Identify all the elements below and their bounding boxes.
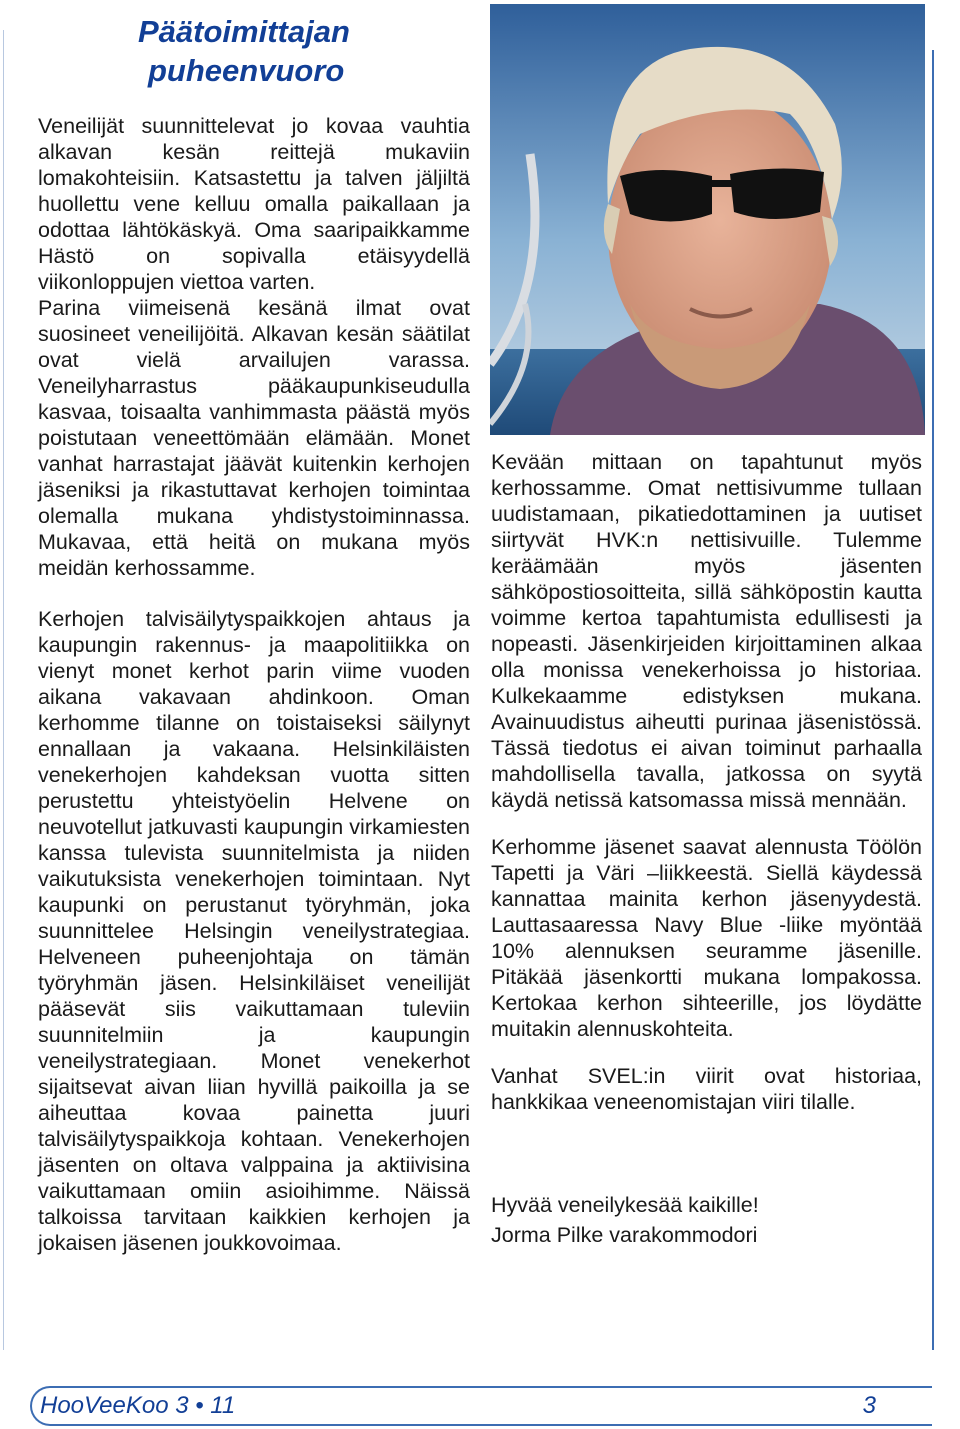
right-margin-rule — [932, 50, 934, 1350]
page-footer — [30, 1386, 932, 1426]
left-paragraph-3: Kerhojen talvisäilytyspaikkojen ahtaus ja kaupungin rakennus- ja maapolitiikka on vienyt monet kerhot parin viime vuoden aikana vakavaan ahdinkoon. Oman kerhomme tilanne on toistaiseksi säilynyt ennallaan ja vakaana. Helsinkiläisten venekerhojen kahdeksan vuotta sitten perustettu yhteistyöelin Helvene on neuvotellut jatkuvasti kaupungin virkamiesten kanssa tulevista suunnitelmista ja niiden vaikutuksista venekerhojen toimintaan. Nyt kaupunki on perustanut työryhmän, joka suunnittelee Helsingin veneilystrategiaa. Helveneen puheenjohtaja on tämän työryhmän jäsen. Helsinkiläiset veneilijät pääsevät siis vaikuttamaan tuleviin suunnitelmiin ja kaupungin veneilystrategiaan. Monet venekerhot sijaitsevat aivan liian hyvillä paikoilla ja se aiheuttaa kovaa painetta juuri talvisäilytyspaikkoja kohtaan. Venekerhojen jäsenten on oltava valppaina ja aktiivisina vaikuttamaan omiin asioihimme. Näissä talkoissa tarvitaan kaikkien kerhojen ja jokaisen jäsenen joukkovoimaa. — [38, 607, 470, 1255]
portrait-photo-icon — [490, 4, 925, 435]
right-paragraph-2: Kerhomme jäsenet saavat alennusta Töölön Tapetti ja Väri –liikkeestä. Siellä käydessä kannattaa mainita kerhon jäsenyydestä. Lauttasaaressa Navy Blue -liike myöntää 10% alennuksen seuramme jäsenille. Pitäkää jäsenkortti mukana lompakossa. Kertokaa kerhon sihteerille, jos löydätte muitakin alennuskohteita. — [491, 835, 922, 1041]
author-signature: Jorma Pilke varakommodori — [491, 1223, 758, 1247]
page-number: 3 — [862, 1392, 876, 1419]
closing-greeting: Hyvää veneilykesää kaikille! — [491, 1193, 759, 1217]
title-line-2: puheenvuoro — [148, 53, 345, 88]
page-title — [138, 12, 438, 90]
left-margin-rule — [3, 30, 4, 1350]
right-column — [491, 449, 922, 1250]
left-paragraph-2: Parina viimeisenä kesänä ilmat ovat suosineet veneilijöitä. Alkavan kesän säätilat ovat vielä arvailujen varassa. Veneilyharrastus pääkaupunkiseudulla kasvaa, toisaalta vanhimmasta päästä myös poistutaan veneettömään elämään. Monet vanhat harrastajat jäävät kuitenkin kerhojen jäseniksi ja rikastuttavat kerhojen toimintaa olemalla mukana yhdistystoiminnassa. Mukavaa, että heitä on mukana myös meidän kerhossamme. — [38, 296, 470, 580]
title-line-1: Päätoimittajan — [138, 14, 350, 49]
publication-name: HooVeeKoo 3 • 11 — [40, 1392, 236, 1419]
left-paragraph-1: Veneilijät suunnittelevat jo kovaa vauhtia alkavan kesän reittejä mukaviin lomakohteisiin. Katsastettu ja talven jäljiltä huollettu vene kelluu omalla paikallaan ja odottaa lähtökäskyä. Oma saaripaikkamme Hästö on sopivalla etäisyydellä viikonloppujen viettoa varten. — [38, 114, 470, 294]
right-paragraph-1: Kevään mittaan on tapahtunut myös kerhossamme. Omat nettisivumme tullaan uudistamaan, pikatiedottaminen ja uutiset siirtyvät HVK:n nettisivuille. Tulemme keräämään myös jäsenten sähköpostiosoitteita, sillä sähköpostin kautta voimme kertoa tapahtumista edullisesti ja nopeasti. Jäsenkirjeiden kirjoittaminen alkaa olla monissa venekerhoissa jo historiaa. Kulkekaamme edistyksen mukana. Avainuudistus aiheutti purinaa jäsenistössä. Tässä tiedotus ei aivan toiminut parhaalla mahdollisella tavalla, jatkossa on syytä käydä netissä katsomassa missä mennään. — [491, 450, 922, 812]
portrait-illustration — [490, 4, 925, 435]
left-column — [38, 113, 470, 1281]
right-paragraph-3: Vanhat SVEL:in viirit ovat historiaa, hankkikaa veneenomistajan viiri tilalle. — [491, 1064, 922, 1114]
